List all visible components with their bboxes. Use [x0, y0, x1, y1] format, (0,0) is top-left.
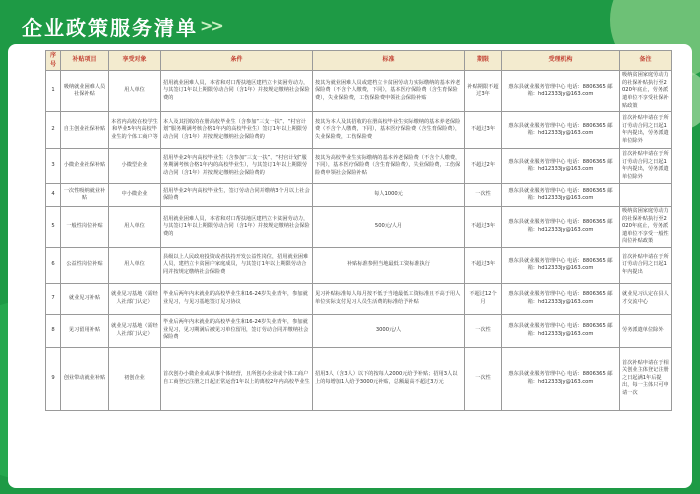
table-row [46, 283, 672, 314]
row-number: 5 [46, 207, 61, 248]
eligible-party: 小微型企业 [109, 149, 161, 184]
conditions: 县级以上人民政府投资或者扶持开发公益性岗位，招用就业困难人员，建档立卡贫困户家庭成员，与其签订1年以上期限劳动合同并按规定缴纳社会保险费 [161, 247, 313, 283]
agency: 惠东县就业服务管理中心 电话：8806365 邮箱：hd12333jy@163.com [502, 207, 620, 248]
subsidy-item: 小微企业社保补贴 [61, 149, 109, 184]
remarks: 首次补贴申请在于所订劳动合同之日起1年内提出，劳务派遣单位除外 [620, 149, 672, 184]
period: 不超过12个月 [465, 283, 502, 314]
subsidy-item: 一次性吸纳就业补贴 [61, 184, 109, 207]
conditions: 招用毕业2年内高校毕业生，签订劳动合同并缴纳3个月以上社会保险费 [161, 184, 313, 207]
header-cell: 备注 [620, 51, 672, 71]
period: 不超过3年 [465, 207, 502, 248]
standard: 招用3人（含3人）以下的按每人2000元给予补贴；招用3人以上的每增加1人给予3000元补贴，总额最高不超过3万元 [313, 347, 465, 410]
policy-table [45, 50, 672, 411]
standard: 补贴标准参照当地最低工资标准执行 [313, 247, 465, 283]
table-row [46, 314, 672, 347]
standard: 3000元/人 [313, 314, 465, 347]
period: 一次性 [465, 314, 502, 347]
remarks: 吸纳贫困家庭劳动力的社保补贴执行至2020年底止，劳务派遣单位不享受社保补贴政策 [620, 71, 672, 112]
conditions: 本人及其招收的在册高校毕业生（含参加“三支一扶”、“村官计划”服务期满考核合格1年内的高校毕业生）签订1年以上期限劳动合同（含1年）并按规定缴纳社会保险费的 [161, 112, 313, 149]
conditions: 招用毕业2年内高校毕业生（含参加“三支一扶”、“村官计划”服务期满考核合格1年内的高校毕业生），与其签订1年以上期限劳动合同（含1年）并按规定缴纳社会保险费的 [161, 149, 313, 184]
title-arrows-icon: >> [200, 16, 221, 35]
agency: 惠东县就业服务管理中心 电话：8806365 邮箱：hd12333jy@163.com [502, 112, 620, 149]
period: 一次性 [465, 347, 502, 410]
eligible-party: 用人单位 [109, 247, 161, 283]
row-number: 1 [46, 71, 61, 112]
subsidy-item: 一般性岗位补贴 [61, 207, 109, 248]
subsidy-item: 公益性岗位补贴 [61, 247, 109, 283]
remarks: 吸纳贫困家庭劳动力的社保补贴执行至2020年底止，劳务派遣单位不享受一般性岗位补贴政策 [620, 207, 672, 248]
table-header-row [46, 51, 672, 71]
period: 不超过3年 [465, 247, 502, 283]
remarks: 首次补贴申请在于所订劳动合同之日起1年内提出 [620, 247, 672, 283]
remarks: 首次补贴申请在于所订劳动合同之日起1年内提出，劳务派遣单位除外 [620, 112, 672, 149]
agency: 惠东县就业服务管理中心 电话：8806365 邮箱：hd12333jy@163.com [502, 247, 620, 283]
subsidy-item: 就业见习补贴 [61, 283, 109, 314]
remarks: 首次补贴申请在于相关创业主体登记注册之日起满1年后提出，每一主体只可申请一次 [620, 347, 672, 410]
table-row [46, 207, 672, 248]
period: 一次性 [465, 184, 502, 207]
conditions: 招用就业困难人员，本省和对口帮扶地区建档立卡贫困劳动力，与其签订1年以上期限劳动合同（含1年）并按规定缴纳社会保险费的 [161, 71, 313, 112]
remarks [620, 184, 672, 207]
eligible-party: 用人单位 [109, 71, 161, 112]
standard: 按其为就业困难人员或建档立卡贫困劳动力实际缴纳的基本养老保险费（不含个人缴费，下同），基本医疗保险费（含生育保险费），失业保险费，工伤保险费申领社会保险补贴 [313, 71, 465, 112]
eligible-party: 初创企业 [109, 347, 161, 410]
eligible-party: 中小微企业 [109, 184, 161, 207]
standard: 按其为高校毕业生实际缴纳的基本养老保险费（不含个人缴费，下同），基本医疗保险费（含生育保险费），失业保险费，工伤保险费申领社会保险补贴 [313, 149, 465, 184]
row-number: 2 [46, 112, 61, 149]
table-row [46, 149, 672, 184]
agency: 惠东县就业服务管理中心 电话：8806365 邮箱：hd12333jy@163.com [502, 283, 620, 314]
eligible-party: 就业见习基地（需经人社部门认定） [109, 283, 161, 314]
row-number: 9 [46, 347, 61, 410]
header-cell: 享受对象 [109, 51, 161, 71]
header-cell: 标准 [313, 51, 465, 71]
conditions: 毕业后两年内未就业的高校毕业生和16-24岁失业青年，参加就业见习，见习期满后被见习单位留用，签订劳动合同并缴纳社会保险费 [161, 314, 313, 347]
standard: 按其为本人及其招收的在册高校毕业生实际缴纳的基本养老保险费（不含个人缴费，下同），基本医疗保险费（含生育保险费），失业保险费，工伤保险费 [313, 112, 465, 149]
header-cell: 补贴项目 [61, 51, 109, 71]
page-header [0, 0, 700, 46]
eligible-party: 就业见习基地（需经人社部门认定） [109, 314, 161, 347]
header-cell: 期限 [465, 51, 502, 71]
subsidy-item: 见习留用补贴 [61, 314, 109, 347]
agency: 惠东县就业服务管理中心 电话：8806365 邮箱：hd12333jy@163.com [502, 149, 620, 184]
row-number: 7 [46, 283, 61, 314]
header-cell: 受理机构 [502, 51, 620, 71]
header-cell: 条件 [161, 51, 313, 71]
period: 补贴期限不超过3年 [465, 71, 502, 112]
header-cell: 序号 [46, 51, 61, 71]
agency: 惠东县就业服务管理中心 电话：8806365 邮箱：hd12333jy@163.com [502, 71, 620, 112]
agency: 惠东县就业服务管理中心 电话：8806365 邮箱：hd12333jy@163.com [502, 314, 620, 347]
conditions: 招用就业困难人员，本省和对口帮扶地区建档立卡贫困劳动力，与其签订1年以上期限劳动合同（含1年）并按规定缴纳社会保险费的 [161, 207, 313, 248]
standard: 500元/人月 [313, 207, 465, 248]
agency: 惠东县就业服务管理中心 电话：8806365 邮箱：hd12333jy@163.com [502, 184, 620, 207]
conditions: 毕业后两年内未就业的高校毕业生和16-24岁失业青年，参加就业见习，与见习基地签订见习协议 [161, 283, 313, 314]
row-number: 6 [46, 247, 61, 283]
period: 不超过2年 [465, 149, 502, 184]
page-title: 企业政策服务清单 [22, 16, 198, 40]
table-row [46, 347, 672, 410]
row-number: 8 [46, 314, 61, 347]
remarks: 就业见习认定在县人才交流中心 [620, 283, 672, 314]
subsidy-item: 自主创业社保补贴 [61, 112, 109, 149]
subsidy-item: 吸纳就业困难人员社保补贴 [61, 71, 109, 112]
conditions: 首次创办小微企业或从事个体经营，且所创办企业或个体工商户自工商登记注册之日起正常运营1年以上的离校2年内高校毕业生 [161, 347, 313, 410]
row-number: 4 [46, 184, 61, 207]
remarks: 劳务派遣单位除外 [620, 314, 672, 347]
table-row [46, 184, 672, 207]
agency: 惠东县就业服务管理中心 电话：8806365 邮箱：hd12333jy@163.com [502, 347, 620, 410]
standard: 见习补贴标准每人每月按不低于当地最低工资标准且不高于用人单位实际支付见习人员生活费的标准给予补贴 [313, 283, 465, 314]
row-number: 3 [46, 149, 61, 184]
subsidy-item: 创业带动就业补贴 [61, 347, 109, 410]
standard: 每人1000元 [313, 184, 465, 207]
eligible-party: 本省内高校在校学生和毕业5年内高校毕业生的个体工商户等 [109, 112, 161, 149]
eligible-party: 用人单位 [109, 207, 161, 248]
table-row [46, 71, 672, 112]
period: 不超过3年 [465, 112, 502, 149]
table-row [46, 247, 672, 283]
table-row [46, 112, 672, 149]
